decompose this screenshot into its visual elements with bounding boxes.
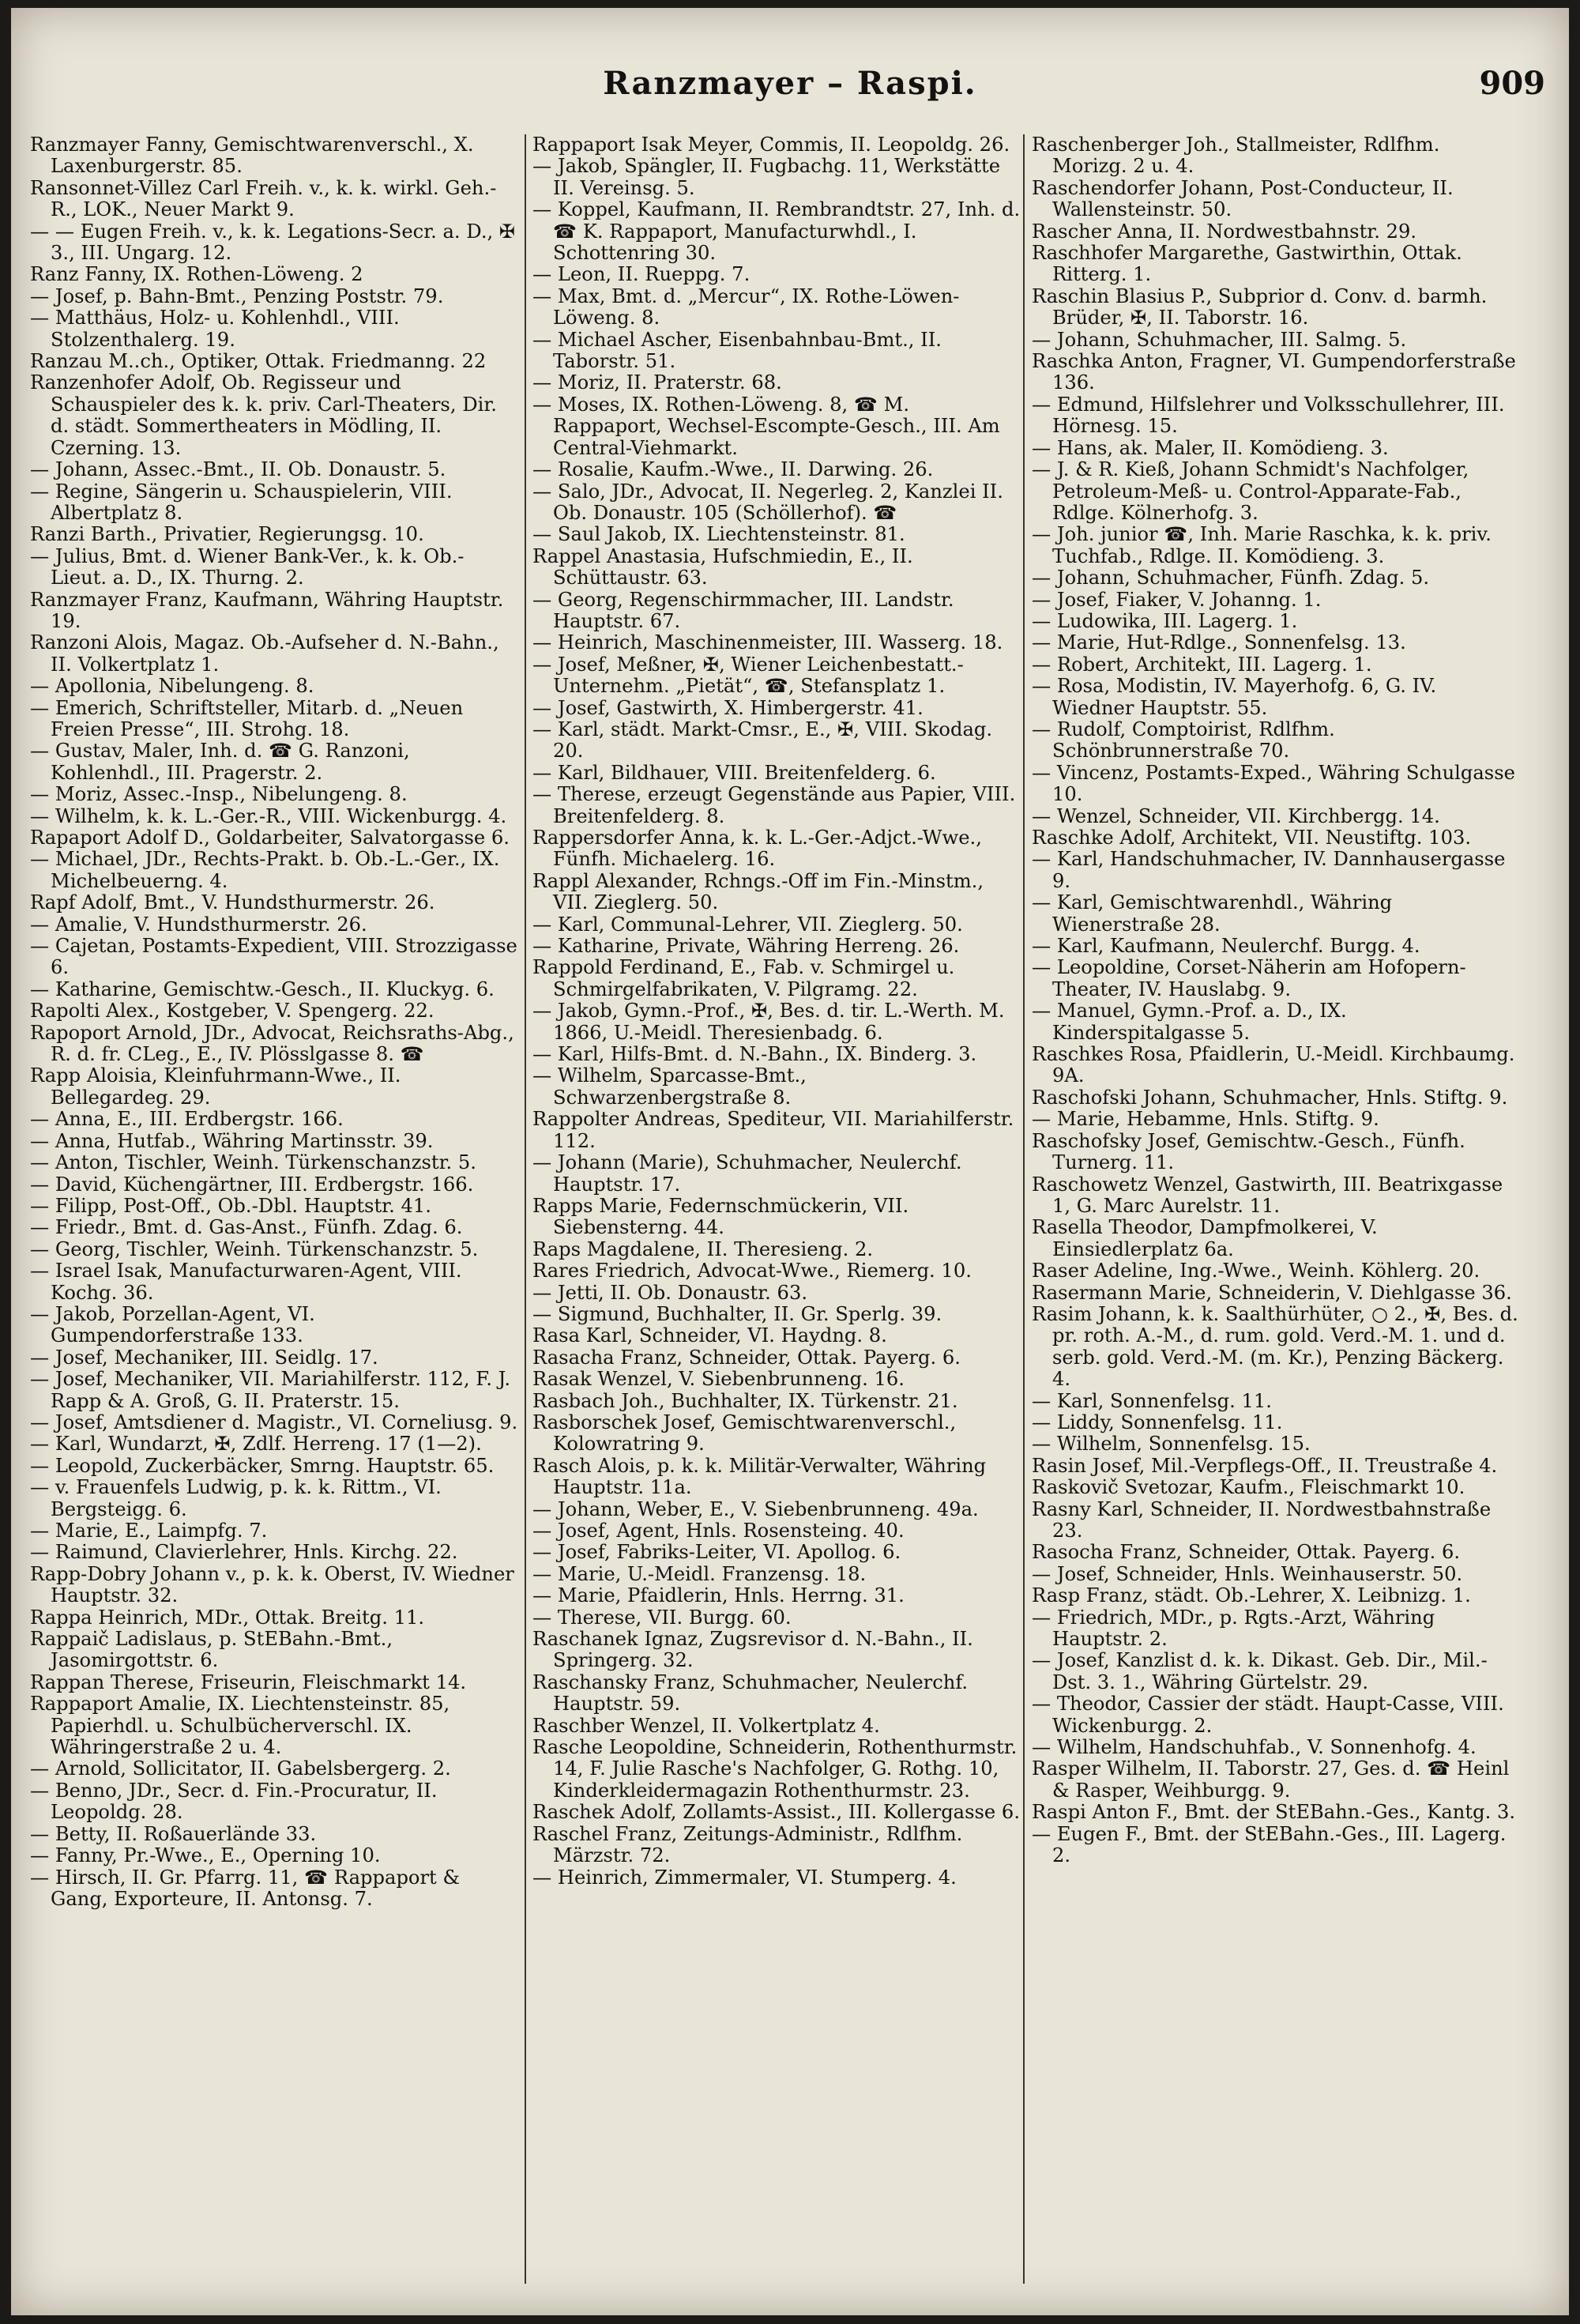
directory-entry: Raschofski Johann, Schuhmacher, Hnls. Stiftg. 9. — [1032, 1086, 1508, 1109]
directory-entry: Rappan Therese, Friseurin, Fleischmarkt 14. — [30, 1670, 467, 1693]
directory-entry: — Leon, II. Rueppg. 7. — [532, 263, 750, 286]
directory-entry: — Israel Isak, Manufacturwaren-Agent, VIII. Kochg. 36. — [30, 1260, 462, 1304]
directory-entry: Raschenberger Joh., Stallmeister, Rdlfhm. Morizg. 2 u. 4. — [1032, 134, 1440, 178]
directory-entry: — Josef, p. Bahn-Bmt., Penzing Poststr. 79. — [30, 284, 444, 307]
directory-entry: Raschel Franz, Zeitungs-Administr., Rdlfhm. Märzstr. 72. — [532, 1822, 963, 1867]
directory-entry: Ranz Fanny, IX. Rothen-Löweng. 2 — [30, 263, 363, 286]
directory-entry: — Wilhelm, Handschuhfab., V. Sonnenhofg. 4. — [1032, 1736, 1477, 1759]
directory-entry: Rapolti Alex., Kostgeber, V. Spengerg. 22. — [30, 1000, 434, 1023]
directory-entry: — Edmund, Hilfslehrer und Volksschullehrer, III. Hörnesg. 15. — [1032, 393, 1505, 438]
directory-entry: — Marie, Pfaidlerin, Hnls. Herrng. 31. — [532, 1584, 905, 1607]
directory-entry: — Jetti, II. Ob. Donaustr. 63. — [532, 1281, 808, 1304]
directory-entry: Rasny Karl, Schneider, II. Nordwestbahnstraße 23. — [1032, 1497, 1492, 1542]
directory-entry: — Katharine, Private, Währing Herreng. 26. — [532, 935, 960, 958]
directory-entry: Rasbach Joh., Buchhalter, IX. Türkenstr. 21. — [532, 1389, 958, 1412]
directory-entry: — Friedrich, MDr., p. Rgts.-Arzt, Währing Hauptstr. 2. — [1032, 1606, 1435, 1651]
directory-entry: — Moriz, II. Praterstr. 68. — [532, 371, 782, 394]
directory-entry: — Saul Jakob, IX. Liechtensteinstr. 81. — [532, 523, 905, 546]
directory-entry: Ranzau M..ch., Optiker, Ottak. Friedmanng. 22 — [30, 350, 487, 373]
directory-entry: — Johann, Schuhmacher, Fünfh. Zdag. 5. — [1032, 567, 1430, 589]
directory-entry: — Josef, Meßner, ✠, Wiener Leichenbestatt.-Unternehm. „Pietät“, ☎, Stefansplatz 1. — [532, 653, 964, 698]
directory-entry: Rasim Johann, k. k. Saalthürhüter, ○ 2., ✠, Bes. d. pr. roth. A.-M., d. rum. gold. Verd.-M. 1. und d. serb. gold. Verd.-M. (m. Kr.), Penzing Bäckerg. 4. — [1032, 1302, 1518, 1391]
directory-entry: — Wenzel, Schneider, VII. Kirchbergg. 14. — [1032, 804, 1440, 827]
directory-entry: — Cajetan, Postamts-Expedient, VIII. Strozzigasse 6. — [30, 935, 517, 979]
directory-entry: Rappold Ferdinand, E., Fab. v. Schmirgel u. Schmirgelfabrikaten, V. Pilgramg. 22. — [532, 956, 955, 1000]
directory-column-2 — [532, 134, 1021, 2292]
directory-entry: — Moriz, Assec.-Insp., Nibelungeng. 8. — [30, 783, 408, 806]
directory-entry: Rasak Wenzel, V. Siebenbrunneng. 16. — [532, 1368, 905, 1391]
directory-entry: — Josef, Schneider, Hnls. Weinhauserstr. 50. — [1032, 1562, 1463, 1585]
directory-entry: — Karl, Bildhauer, VIII. Breitenfelderg. 6. — [532, 761, 936, 784]
directory-entry: — Karl, Communal-Lehrer, VII. Zieglerg. 50. — [532, 913, 963, 936]
directory-entry: — Julius, Bmt. d. Wiener Bank-Ver., k. k. Ob.-Lieut. a. D., IX. Thurng. 2. — [30, 544, 465, 589]
directory-entry: Rappersdorfer Anna, k. k. L.-Ger.-Adjct.-Wwe., Fünfh. Michaelerg. 16. — [532, 827, 982, 871]
directory-entry: — Vincenz, Postamts-Exped., Währing Schulgasse 10. — [1032, 761, 1515, 806]
directory-entry: — Apollonia, Nibelungeng. 8. — [30, 675, 314, 698]
directory-entry: — Jakob, Gymn.-Prof., ✠, Bes. d. tir. L.-Werth. M. 1866, U.-Meidl. Theresienbadg. 6. — [532, 1000, 1005, 1044]
directory-entry: Ransonnet-Villez Carl Freih. v., k. k. wirkl. Geh.-R., LOK., Neuer Markt 9. — [30, 176, 497, 221]
directory-entry: — Johann, Weber, E., V. Siebenbrunneng. 49a. — [532, 1497, 979, 1520]
directory-entry: — Johann (Marie), Schuhmacher, Neulerchf. Hauptstr. 17. — [532, 1151, 962, 1196]
directory-entry: — Theodor, Cassier der städt. Haupt-Casse, VIII. Wickenburgg. 2. — [1032, 1693, 1504, 1737]
directory-entry: Rapp Aloisia, Kleinfuhrmann-Wwe., II. Bellegardeg. 29. — [30, 1064, 401, 1109]
directory-entry: — Therese, erzeugt Gegenstände aus Papier, VIII. Breitenfelderg. 8. — [532, 783, 1016, 827]
directory-entry: Raschka Anton, Fragner, VI. Gumpendorferstraße 136. — [1032, 350, 1516, 394]
directory-entry: Rasermann Marie, Schneiderin, V. Diehlgasse 36. — [1032, 1281, 1512, 1304]
directory-entry: — Marie, E., Laimpfg. 7. — [30, 1520, 268, 1542]
directory-entry: — Regine, Sängerin u. Schauspielerin, VIII. Albertplatz 8. — [30, 480, 453, 524]
directory-entry: Ranzmayer Fanny, Gemischtwarenverschl., X. Laxenburgerstr. 85. — [30, 134, 474, 178]
directory-entry: — Johann, Assec.-Bmt., II. Ob. Donaustr. 5. — [30, 458, 446, 481]
directory-entry: — Raimund, Clavierlehrer, Hnls. Kirchg. 22. — [30, 1541, 458, 1564]
directory-entry: — Manuel, Gymn.-Prof. a. D., IX. Kinderspitalgasse 5. — [1032, 1000, 1347, 1044]
directory-page — [11, 8, 1569, 2315]
directory-entry: — Benno, JDr., Secr. d. Fin.-Procuratur, II. Leopoldg. 28. — [30, 1779, 438, 1824]
directory-entry: — Wilhelm, Sonnenfelsg. 15. — [1032, 1433, 1311, 1456]
directory-entry: — Moses, IX. Rothen-Löweng. 8, ☎ M. Rappaport, Wechsel-Escompte-Gesch., III. Am Central-Viehmarkt. — [532, 393, 1000, 459]
directory-entry: — J. & R. Kieß, Johann Schmidt's Nachfolger, Petroleum-Meß- u. Control-Apparate-Fab., Rdlge. Kölnerhofg. 3. — [1032, 458, 1469, 524]
directory-entry: Rascher Anna, II. Nordwestbahnstr. 29. — [1032, 220, 1417, 243]
directory-entry: Rappa Heinrich, MDr., Ottak. Breitg. 11. — [30, 1606, 425, 1629]
directory-entry: — v. Frauenfels Ludwig, p. k. k. Rittm., VI. Bergsteigg. 6. — [30, 1476, 442, 1520]
page-number: 909 — [1479, 65, 1545, 102]
directory-entry: Raschanek Ignaz, Zugsrevisor d. N.-Bahn., II. Springerg. 32. — [532, 1628, 973, 1672]
directory-entry: — Katharine, Gemischtw.-Gesch., II. Kluckyg. 6. — [30, 977, 495, 1000]
directory-entry: — Karl, Handschuhmacher, IV. Dannhausergasse 9. — [1032, 848, 1506, 892]
directory-entry: — Karl, Kaufmann, Neulerchf. Burgg. 4. — [1032, 935, 1420, 958]
directory-entry: — Salo, JDr., Advocat, II. Negerleg. 2, Kanzlei II. Ob. Donaustr. 105 (Schöllerhof). ☎ — [532, 480, 1003, 524]
directory-entry: Rasp Franz, städt. Ob.-Lehrer, X. Leibnizg. 1. — [1032, 1584, 1471, 1607]
directory-column-3 — [1032, 134, 1520, 2292]
directory-entry: Ranzmayer Franz, Kaufmann, Währing Hauptstr. 19. — [30, 588, 504, 632]
directory-entry: — Robert, Architekt, III. Lagerg. 1. — [1032, 653, 1372, 676]
directory-entry: — Sigmund, Buchhalter, II. Gr. Sperlg. 39. — [532, 1302, 942, 1325]
directory-entry: — Marie, Hut-Rdlge., Sonnenfelsg. 13. — [1032, 631, 1406, 654]
directory-entry: Raschek Adolf, Zollamts-Assist., III. Kollergasse 6. — [532, 1801, 1021, 1824]
directory-entry: — Filipp, Post-Off., Ob.-Dbl. Hauptstr. 41. — [30, 1194, 431, 1217]
directory-entry: — Josef, Mechaniker, VII. Mariahilferstr. 112, F. J. Rapp & A. Groß, G. II. Praterstr. 15. — [30, 1368, 511, 1412]
directory-entry: Rasacha Franz, Schneider, Ottak. Payerg. 6. — [532, 1346, 961, 1369]
directory-entry: Raschansky Franz, Schuhmacher, Neulerchf. Hauptstr. 59. — [532, 1670, 969, 1716]
directory-entry: — Michael Ascher, Eisenbahnbau-Bmt., II. Taborstr. 51. — [532, 328, 942, 373]
column-divider — [525, 134, 526, 2284]
directory-entry: — Wilhelm, Sparcasse-Bmt., Schwarzenbergstraße 8. — [532, 1064, 807, 1109]
directory-entry: — Georg, Tischler, Weinh. Türkenschanzstr. 5. — [30, 1237, 479, 1260]
directory-entry: — Liddy, Sonnenfelsg. 11. — [1032, 1411, 1283, 1433]
directory-entry: — Jakob, Porzellan-Agent, VI. Gumpendorferstraße 133. — [30, 1302, 315, 1347]
directory-entry: — Josef, Kanzlist d. k. k. Dikast. Geb. Dir., Mil.-Dst. 3. 1., Währing Gürtelstr. 29. — [1032, 1649, 1488, 1693]
directory-entry: — Therese, VII. Burgg. 60. — [532, 1606, 792, 1629]
directory-entry: — Ludowika, III. Lagerg. 1. — [1032, 609, 1298, 632]
directory-entry: — Fanny, Pr.-Wwe., E., Operning 10. — [30, 1844, 381, 1867]
directory-entry: Rasa Karl, Schneider, VI. Haydng. 8. — [532, 1324, 887, 1347]
directory-entry: — Leopoldine, Corset-Näherin am Hofopern-Theater, IV. Hauslabg. 9. — [1032, 956, 1466, 1000]
directory-entry: Raschber Wenzel, II. Volkertplatz 4. — [532, 1714, 880, 1737]
directory-entry: Ranzenhofer Adolf, Ob. Regisseur und Schauspieler des k. k. priv. Carl-Theaters, Dir. d. städt. Sommertheaters in Mödling, II. Czerning. 13. — [30, 371, 497, 459]
directory-entry: — Karl, Gemischtwarenhdl., Währing Wienerstraße 28. — [1032, 891, 1393, 936]
directory-entry: — — Eugen Freih. v., k. k. Legations-Secr. a. D., ✠ 3., III. Ungarg. 12. — [30, 220, 516, 265]
directory-entry: Rapps Marie, Federnschmückerin, VII. Siebensterng. 44. — [532, 1194, 909, 1239]
directory-entry: Rappl Alexander, Rchngs.-Off im Fin.-Minstm., VII. Zieglerg. 50. — [532, 869, 984, 914]
directory-entry: Rapaport Adolf D., Goldarbeiter, Salvatorgasse 6. — [30, 827, 510, 849]
directory-entry: Rappel Anastasia, Hufschmiedin, E., II. Schüttaustr. 63. — [532, 544, 913, 589]
directory-entry: Raschofsky Josef, Gemischtw.-Gesch., Fünfh. Turnerg. 11. — [1032, 1129, 1465, 1174]
directory-entry: Rasche Leopoldine, Schneiderin, Rothenthurmstr. 14, F. Julie Rasche's Nachfolger, G. Rothg. 10, Kinderkleidermagazin Rothenthurmstr. 23. — [532, 1736, 1018, 1802]
directory-entry: — Johann, Schuhmacher, III. Salmg. 5. — [1032, 328, 1407, 351]
directory-entry: Rappaport Amalie, IX. Liechtensteinstr. 85, Papierhdl. u. Schulbücherverschl. IX. Währingerstraße 2 u. 4. — [30, 1693, 450, 1759]
directory-entry: Rasborschek Josef, Gemischtwarenverschl., Kolowratring 9. — [532, 1411, 957, 1456]
directory-entry: — Josef, Mechaniker, III. Seidlg. 17. — [30, 1346, 378, 1369]
directory-entry: Raskovič Svetozar, Kaufm., Fleischmarkt 10. — [1032, 1476, 1465, 1499]
directory-entry: — Michael, JDr., Rechts-Prakt. b. Ob.-L.-Ger., IX. Michelbeuerng. 4. — [30, 848, 500, 892]
directory-entry: — Anton, Tischler, Weinh. Türkenschanzstr. 5. — [30, 1151, 476, 1174]
directory-entry: — Heinrich, Zimmermaler, VI. Stumperg. 4. — [532, 1866, 957, 1889]
directory-entry: — Anna, E., III. Erdbergstr. 166. — [30, 1108, 344, 1131]
directory-entry: Rares Friedrich, Advocat-Wwe., Riemerg. 10. — [532, 1260, 972, 1283]
directory-entry: Rappaič Ladislaus, p. StEBahn.-Bmt., Jasomirgottstr. 6. — [30, 1628, 393, 1672]
page-header — [11, 65, 1569, 112]
directory-entry: Raschhofer Margarethe, Gastwirthin, Ottak. Ritterg. 1. — [1032, 242, 1462, 286]
directory-entry: — Rudolf, Comptoirist, Rdlfhm. Schönbrunnerstraße 70. — [1032, 718, 1335, 763]
running-title: Ranzmayer – Raspi. — [603, 65, 977, 102]
directory-entry: — Hirsch, II. Gr. Pfarrg. 11, ☎ Rappaport & Gang, Exporteure, II. Antonsg. 7. — [30, 1866, 460, 1910]
directory-entry: Raps Magdalene, II. Theresieng. 2. — [532, 1237, 874, 1260]
directory-entry: — Jakob, Spängler, II. Fugbachg. 11, Werkstätte II. Vereinsg. 5. — [532, 155, 1001, 199]
directory-entry: — Hans, ak. Maler, II. Komödieng. 3. — [1032, 436, 1389, 459]
directory-entry: Raschendorfer Johann, Post-Conducteur, II. Wallensteinstr. 50. — [1032, 176, 1454, 221]
directory-entry: — Josef, Amtsdiener d. Magistr., VI. Corneliusg. 9. — [30, 1411, 518, 1433]
directory-entry: Rapp-Dobry Johann v., p. k. k. Oberst, IV. Wiedner Hauptstr. 32. — [30, 1562, 514, 1607]
directory-entry: — Marie, U.-Meidl. Franzensg. 18. — [532, 1562, 867, 1585]
directory-entry: — Josef, Fabriks-Leiter, VI. Apollog. 6. — [532, 1541, 901, 1564]
directory-entry: Rapf Adolf, Bmt., V. Hundsthurmerstr. 26. — [30, 891, 435, 914]
directory-entry: — Gustav, Maler, Inh. d. ☎ G. Ranzoni, Kohlenhdl., III. Pragerstr. 2. — [30, 740, 410, 784]
directory-entry: — Josef, Gastwirth, X. Himbergerstr. 41. — [532, 696, 924, 719]
directory-entry: Rasin Josef, Mil.-Verpflegs-Off., II. Treustraße 4. — [1032, 1454, 1498, 1477]
directory-entry: Raschke Adolf, Architekt, VII. Neustiftg. 103. — [1032, 827, 1472, 849]
directory-entry: Rasper Wilhelm, II. Taborstr. 27, Ges. d. ☎ Heinl & Rasper, Weihburgg. 9. — [1032, 1757, 1510, 1802]
directory-entry: — Karl, Wundarzt, ✠, Zdlf. Herreng. 17 (1—2). — [30, 1433, 482, 1456]
directory-entry: Raschin Blasius P., Subprior d. Conv. d. barmh. Brüder, ✠, II. Taborstr. 16. — [1032, 284, 1488, 330]
directory-entry: — Rosalie, Kaufm.-Wwe., II. Darwing. 26. — [532, 458, 934, 481]
directory-entry: — Karl, Hilfs-Bmt. d. N.-Bahn., IX. Binderg. 3. — [532, 1043, 977, 1066]
directory-entry: Rappaport Isak Meyer, Commis, II. Leopoldg. 26. — [532, 134, 1010, 156]
directory-column-1 — [30, 134, 518, 2292]
directory-entry: — Max, Bmt. d. „Mercur“, IX. Rothe-Löwen-Löweng. 8. — [532, 284, 960, 330]
directory-entry: Rappolter Andreas, Spediteur, VII. Mariahilferstr. 112. — [532, 1108, 1014, 1152]
directory-entry: — Friedr., Bmt. d. Gas-Anst., Fünfh. Zdag. 6. — [30, 1216, 463, 1239]
directory-entry: Raschkes Rosa, Pfaidlerin, U.-Meidl. Kirchbaumg. 9A. — [1032, 1043, 1515, 1087]
directory-entry: Ranzoni Alois, Magaz. Ob.-Aufseher d. N.-Bahn., II. Volkertplatz 1. — [30, 631, 499, 676]
directory-entry: Rasch Alois, p. k. k. Militär-Verwalter, Währing Hauptstr. 11a. — [532, 1454, 987, 1499]
directory-entry: — Heinrich, Maschinenmeister, III. Wasserg. 18. — [532, 631, 1003, 654]
directory-entry: — Joh. junior ☎, Inh. Marie Raschka, k. k. priv. Tuchfab., Rdlge. II. Komödieng. 3. — [1032, 523, 1492, 567]
directory-entry: — Georg, Regenschirmmacher, III. Landstr. Hauptstr. 67. — [532, 588, 954, 632]
directory-entry: Raser Adeline, Ing.-Wwe., Weinh. Köhlerg. 20. — [1032, 1260, 1480, 1283]
directory-entry: Rapoport Arnold, JDr., Advocat, Reichsraths-Abg., R. d. fr. CLeg., E., IV. Plösslgasse 8. ☎ — [30, 1021, 514, 1066]
directory-entry: — Betty, II. Roßauerlände 33. — [30, 1822, 317, 1845]
directory-entry: — Rosa, Modistin, IV. Mayerhofg. 6, G. IV. Wiedner Hauptstr. 55. — [1032, 675, 1437, 719]
directory-entry: — Matthäus, Holz- u. Kohlenhdl., VIII. Stolzenthalerg. 19. — [30, 307, 400, 351]
directory-entry: — Wilhelm, k. k. L.-Ger.-R., VIII. Wickenburgg. 4. — [30, 804, 507, 827]
directory-entry: — Koppel, Kaufmann, II. Rembrandtstr. 27, Inh. d. ☎ K. Rappaport, Manufacturwhdl., I. Schottenring 30. — [532, 198, 1021, 265]
directory-entry: — Amalie, V. Hundsthurmerstr. 26. — [30, 913, 367, 936]
column-divider — [1023, 134, 1025, 2284]
directory-entry: — Josef, Agent, Hnls. Rosensteing. 40. — [532, 1520, 905, 1542]
directory-entry: — Eugen F., Bmt. der StEBahn.-Ges., III. Lagerg. 2. — [1032, 1822, 1507, 1867]
directory-entry: — Karl, Sonnenfelsg. 11. — [1032, 1389, 1272, 1412]
directory-entry: Rasocha Franz, Schneider, Ottak. Payerg. 6. — [1032, 1541, 1461, 1564]
directory-entry: — Anna, Hutfab., Währing Martinsstr. 39. — [30, 1129, 434, 1152]
directory-entry: — David, Küchengärtner, III. Erdbergstr. 166. — [30, 1173, 474, 1196]
directory-entry: — Arnold, Sollicitator, II. Gabelsbergerg. 2. — [30, 1757, 451, 1780]
directory-entry: — Marie, Hebamme, Hnls. Stiftg. 9. — [1032, 1108, 1379, 1131]
directory-entry: Raschowetz Wenzel, Gastwirth, III. Beatrixgasse 1, G. Marc Aurelstr. 11. — [1032, 1173, 1503, 1217]
directory-entry: Rasella Theodor, Dampfmolkerei, V. Einsiedlerplatz 6a. — [1032, 1216, 1378, 1260]
directory-entry: — Karl, städt. Markt-Cmsr., E., ✠, VIII. Skodag. 20. — [532, 718, 993, 763]
directory-entry: Raspi Anton F., Bmt. der StEBahn.-Ges., Kantg. 3. — [1032, 1801, 1516, 1824]
directory-entry: — Emerich, Schriftsteller, Mitarb. d. „Neuen Freien Presse“, III. Strohg. 18. — [30, 696, 464, 740]
directory-entry: Ranzi Barth., Privatier, Regierungsg. 10. — [30, 523, 424, 546]
directory-entry: — Leopold, Zuckerbäcker, Smrng. Hauptstr. 65. — [30, 1454, 495, 1477]
directory-entry: — Josef, Fiaker, V. Johanng. 1. — [1032, 588, 1322, 611]
